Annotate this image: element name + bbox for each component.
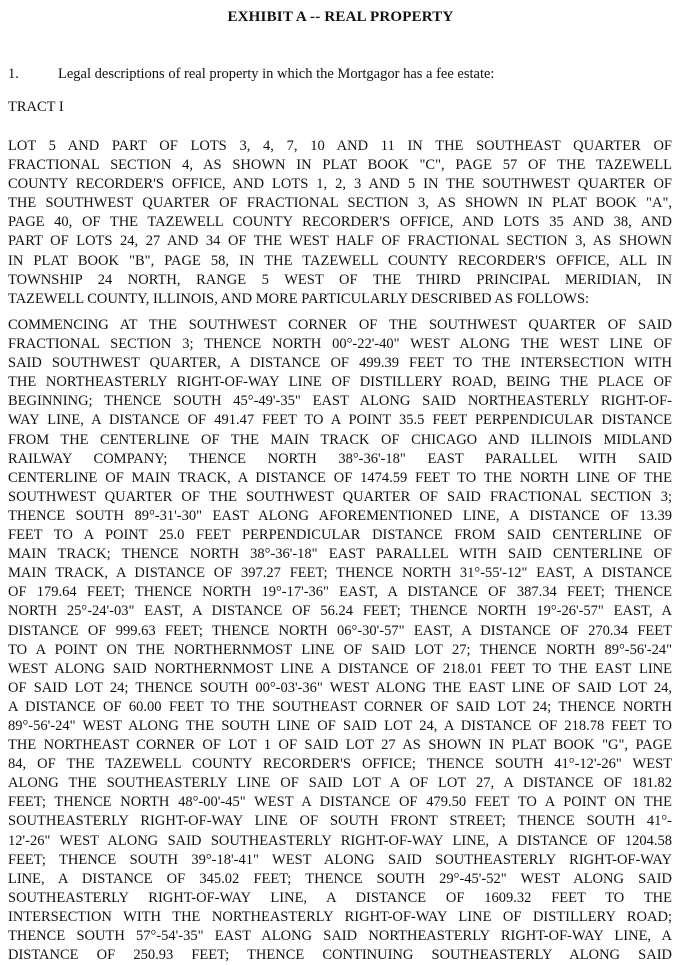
numbered-item (8, 66, 494, 83)
paragraph-line: SAID SOUTHWEST QUARTER, A DISTANCE OF 499.39 FEET TO THE INTERSECTION WITH (8, 355, 672, 372)
paragraph-line: BEGINNING; THENCE SOUTH 45°-49'-35" EAST ALONG SAID NORTHEASTERLY RIGHT-OF- (8, 393, 672, 410)
paragraph-line: SOUTHEASTERLY RIGHT-OF-WAY LINE, A DISTANCE OF 1609.32 FEET TO THE (8, 889, 672, 906)
legal-description-paragraph-1 (8, 137, 672, 309)
paragraph-line: THE NORTHEAST CORNER OF LOT 1 OF SAID LOT 27 AS SHOWN IN PLAT BOOK "G", PAGE (8, 737, 672, 754)
paragraph-line: DISTANCE OF 999.63 FEET; THENCE NORTH 06°-30'-57" EAST, A DISTANCE OF 270.34 FEET (8, 622, 672, 639)
paragraph-line: WAY LINE, A DISTANCE OF 491.47 FEET TO A POINT 35.5 FEET PERPENDICULAR DISTANCE (8, 412, 672, 429)
legal-description-paragraph-2 (8, 316, 672, 965)
paragraph-line: SOUTHWEST QUARTER OF THE SOUTHWEST QUARTER OF SAID FRACTIONAL SECTION 3; (8, 488, 672, 505)
paragraph-line: LOT 5 AND PART OF LOTS 3, 4, 7, 10 AND 11 IN THE SOUTHEAST QUARTER OF (8, 138, 672, 154)
item-number: 1. (8, 66, 19, 82)
paragraph-line: SOUTHEASTERLY RIGHT-OF-WAY LINE OF SOUTH FRONT STREET; THENCE SOUTH 41°- (8, 813, 672, 830)
paragraph-line: NORTH 25°-24'-03" EAST, A DISTANCE OF 56.24 FEET; THENCE NORTH 19°-26'-57" EAST, A (8, 603, 672, 620)
paragraph-line: IN PLAT BOOK "B", PAGE 58, IN THE TAZEWELL COUNTY RECORDER'S OFFICE, ALL IN (8, 252, 672, 269)
paragraph-line: RAILWAY COMPANY; THENCE NORTH 38°-36'-18" EAST PARALLEL WITH SAID (8, 450, 672, 467)
paragraph-line: 89°-56'-24" WEST ALONG THE SOUTH LINE OF SAID LOT 24, A DISTANCE OF 218.78 FEET TO (8, 717, 672, 734)
paragraph-line: 12'-26" WEST ALONG SAID SOUTHEASTERLY RIGHT-OF-WAY LINE, A DISTANCE OF 1204.58 (8, 832, 672, 849)
paragraph-line: OF 179.64 FEET; THENCE NORTH 19°-17'-36" EAST, A DISTANCE OF 387.34 FEET; THENCE (8, 584, 672, 601)
paragraph-line: COMMENCING AT THE SOUTHWEST CORNER OF THE SOUTHWEST QUARTER OF SAID (8, 317, 672, 333)
paragraph-line: 84, OF THE TAZEWELL COUNTY RECORDER'S OFFICE; THENCE SOUTH 41°-12'-26" WEST (8, 756, 672, 773)
paragraph-line: LINE, A DISTANCE OF 345.02 FEET; THENCE SOUTH 29°-45'-52" WEST ALONG SAID (8, 870, 672, 887)
paragraph-line: COUNTY RECORDER'S OFFICE, AND LOTS 1, 2, 3 AND 5 IN THE SOUTHWEST QUARTER OF (8, 176, 672, 193)
paragraph-line: A DISTANCE OF 60.00 FEET TO THE SOUTHEAST CORNER OF SAID LOT 24; THENCE NORTH (8, 698, 672, 715)
paragraph-line: ALONG THE SOUTHEASTERLY LINE OF SAID LOT A OF LOT 27, A DISTANCE OF 181.82 (8, 775, 672, 792)
paragraph-line: FEET; THENCE NORTH 48°-00'-45" WEST A DISTANCE OF 479.50 FEET TO A POINT ON THE (8, 794, 672, 811)
paragraph-line: THE NORTHEASTERLY RIGHT-OF-WAY LINE OF DISTILLERY ROAD, BEING THE PLACE OF (8, 374, 672, 391)
paragraph-line: FRACTIONAL SECTION 3; THENCE NORTH 00°-22'-40" WEST ALONG THE WEST LINE OF (8, 336, 672, 353)
paragraph-line: TOWNSHIP 24 NORTH, RANGE 5 WEST OF THE THIRD PRINCIPAL MERIDIAN, IN (8, 271, 672, 288)
paragraph-line: MAIN TRACK, A DISTANCE OF 397.27 FEET; THENCE NORTH 31°-55'-12" EAST, A DISTANCE (8, 565, 672, 582)
paragraph-line: PART OF LOTS 24, 27 AND 34 OF THE WEST HALF OF FRACTIONAL SECTION 3, AS SHOWN (8, 233, 672, 250)
page-title: EXHIBIT A -- REAL PROPERTY (227, 9, 454, 25)
paragraph-line: FEET; THENCE SOUTH 39°-18'-41" WEST ALONG SAID SOUTHEASTERLY RIGHT-OF-WAY (8, 851, 672, 868)
paragraph-line: CENTERLINE OF MAIN TRACK, A DISTANCE OF 1474.59 FEET TO THE NORTH LINE OF THE (8, 469, 672, 486)
paragraph-line: TAZEWELL COUNTY, ILLINOIS, AND MORE PARTICULARLY DESCRIBED AS FOLLOWS: (8, 290, 590, 307)
paragraph-line: THE SOUTHWEST QUARTER OF FRACTIONAL SECTION 3, AS SHOWN IN PLAT BOOK "A", (8, 195, 672, 212)
paragraph-line: FEET TO A POINT 25.0 FEET PERPENDICULAR DISTANCE FROM SAID CENTERLINE OF (8, 527, 672, 544)
paragraph-line: MAIN TRACK; THENCE NORTH 38°-36'-18" EAST PARALLEL WITH SAID CENTERLINE OF (8, 546, 672, 563)
paragraph-line: WEST ALONG SAID NORTHERNMOST LINE A DISTANCE OF 218.01 FEET TO THE EAST LINE (8, 660, 672, 677)
paragraph-line: OF SAID LOT 24; THENCE SOUTH 00°-03'-36" WEST ALONG THE EAST LINE OF SAID LOT 24, (8, 679, 672, 696)
paragraph-line: THENCE SOUTH 89°-31'-30" EAST ALONG AFOREMENTIONED LINE, A DISTANCE OF 13.39 (8, 507, 672, 524)
paragraph-line: FROM THE CENTERLINE OF THE MAIN TRACK OF CHICAGO AND ILLINOIS MIDLAND (8, 431, 672, 448)
tract-heading: TRACT I (8, 99, 64, 115)
paragraph-line: FRACTIONAL SECTION 4, AS SHOWN IN PLAT BOOK "C", PAGE 57 OF THE TAZEWELL (8, 157, 672, 174)
paragraph-line: DISTANCE OF 250.93 FEET; THENCE CONTINUING SOUTHEASTERLY ALONG SAID (8, 947, 672, 964)
paragraph-line: PAGE 40, OF THE TAZEWELL COUNTY RECORDER'S OFFICE, AND LOTS 35 AND 38, AND (8, 214, 672, 231)
paragraph-line: TO A POINT ON THE NORTHERNMOST LINE OF SAID LOT 27; THENCE NORTH 89°-56'-24" (8, 641, 672, 658)
item-text: Legal descriptions of real property in which the Mortgagor has a fee estate: (58, 66, 495, 82)
paragraph-line: INTERSECTION WITH THE NORTHEASTERLY RIGHT-OF-WAY LINE OF DISTILLERY ROAD; (8, 908, 672, 925)
paragraph-line: THENCE SOUTH 57°-54'-35" EAST ALONG SAID NORTHEASTERLY RIGHT-OF-WAY LINE, A (8, 928, 672, 944)
